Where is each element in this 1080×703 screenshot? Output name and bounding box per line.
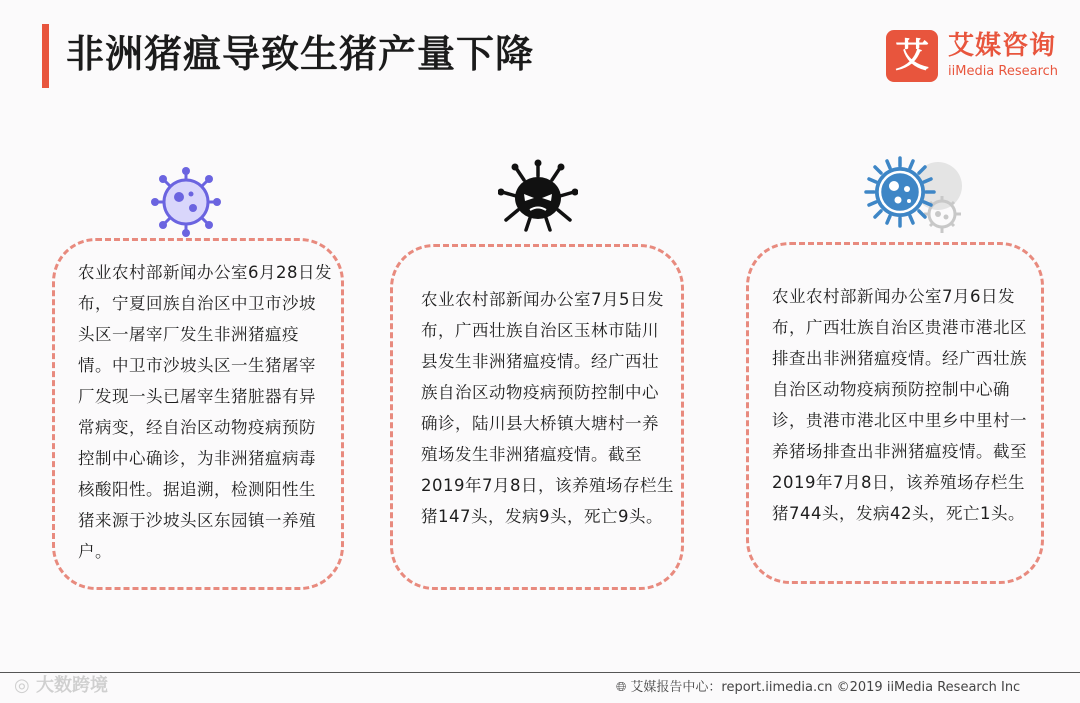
- virus-purple-icon: [148, 164, 224, 240]
- footer-divider: [0, 672, 1080, 673]
- watermark-text: 大数跨境: [35, 675, 108, 696]
- virus-black-icon: [498, 158, 578, 234]
- footer-source: [616, 679, 1020, 697]
- title-accent-bar: [42, 24, 49, 88]
- card-text-3: 农业农村部新闻办公室7月6日发布，广西壮族自治区贵港市港北区排查出非洲猪瘟疫情。经广西壮族自治区动物疫病预防控制中心确诊，贵港市港北区中里乡中里村一养猪场排查出非洲猪瘟疫情。截至2019年7月8日，该养殖场存栏生猪744头，发病42头，死亡1头。: [772, 287, 1027, 523]
- footer-watermark: [14, 674, 108, 698]
- card-text-2: 农业农村部新闻办公室7月5日发布，广西壮族自治区玉林市陆川县发生非洲猪瘟疫情。经广西壮族自治区动物疫病预防控制中心确诊，陆川县大桥镇大塘村一养殖场发生非洲猪瘟疫情。截至2019年7月8日，该养殖场存栏生猪147头，发病9头，死亡9头。: [421, 290, 674, 526]
- footer-source-text: 艾媒报告中心：report.iimedia.cn ©2019 iiMedia Research Inc: [630, 680, 1021, 695]
- brand-logo: [886, 30, 1066, 86]
- logo-name-cn: 艾媒咨询: [948, 31, 1057, 61]
- logo-name-en: iiMedia Research: [948, 64, 1059, 79]
- logo-badge: 艾: [886, 30, 938, 82]
- card-text-1: 农业农村部新闻办公室6月28日发布，宁夏回族自治区中卫市沙坡头区一屠宰厂发生非洲猪瘟疫情。中卫市沙坡头区一生猪屠宰厂发现一头已屠宰生猪脏器有异常病变，经自治区动物疫病预防控制中心确诊，为非洲猪瘟病毒核酸阳性。据追溯，检测阳性生猪来源于沙坡头区东园镇一养殖户。: [78, 263, 332, 561]
- page-title: 非洲猪瘟导致生猪产量下降: [66, 32, 535, 76]
- weibo-icon: ◎: [14, 675, 36, 696]
- globe-icon: 🌐︎: [616, 680, 627, 695]
- virus-blue-icon: [864, 156, 968, 242]
